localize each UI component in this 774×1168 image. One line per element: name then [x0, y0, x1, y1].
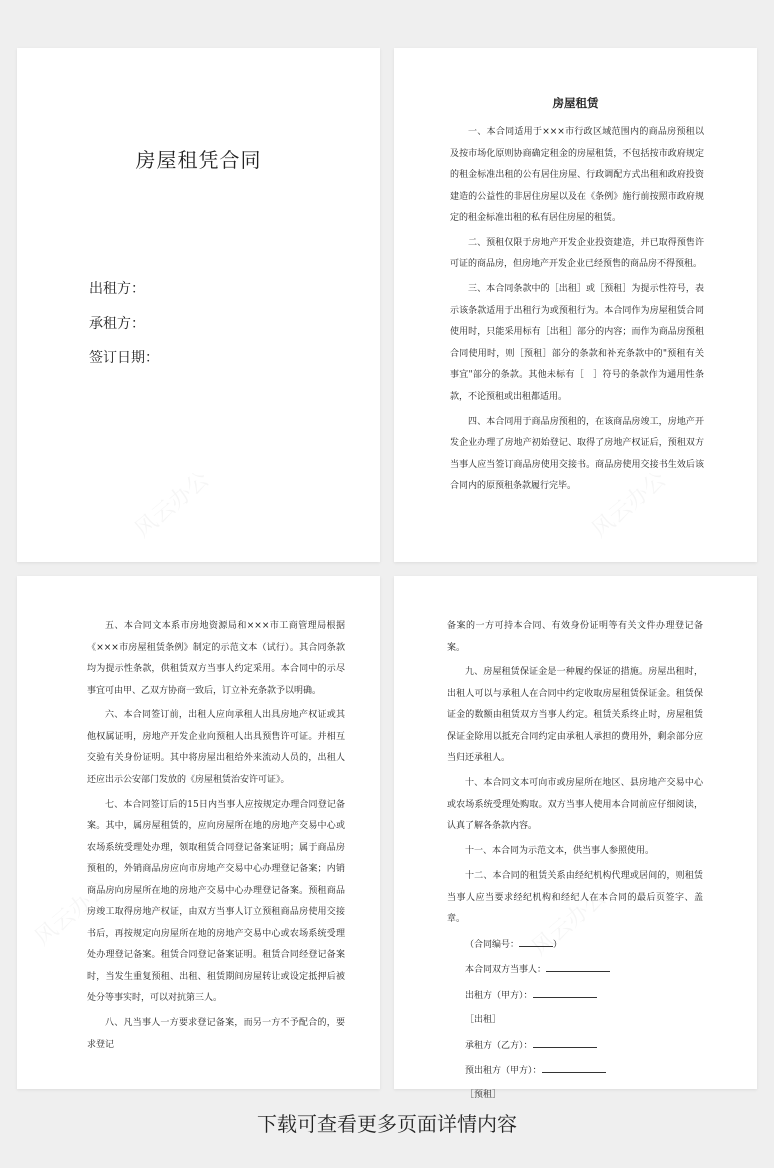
paragraph: 一、本合同适用于×××市行政区域范围内的商品房预租以及按市场化原则协商确定租金的房屋租赁，不包括按市政府规定的租金标准出租的公有居住房屋、行政调配方式出租和政府投资建造的公益性的非居住房屋以及在《条例》施行前按照市政府规定的租金标准出租的私有居住房屋的租赁。 — [450, 127, 704, 223]
lessor-a-blank — [533, 985, 597, 998]
paragraph: 三、本合同条款中的［出租］或［预租］为提示性符号，表示该条款适用于出租行为或预租行为。本合同作为房屋租赁合同使用时，只能采用标有［出租］部分的内容；而作为商品房预租合同使用时，则［预租］部分的条款和补充条款中的"预租有关事宜"部分的条款。其他未标有［ ］符号的条款作为通用性条款，不论预租或出租都适用。 — [450, 284, 704, 402]
lessee-b-line — [447, 1035, 703, 1058]
parties-label: 本合同双方当事人： — [465, 965, 547, 976]
paragraph: 七、本合同签订后的15日内当事人应按规定办理合同登记备案。其中，属房屋租赁的，应向房屋所在地的房地产交易中心或农场系统受理处办理，领取租赁合同登记备案证明；属于商品房预租的，外销商品房应向市房地产交易中心办理登记备案；内销商品房向房屋所在地的房地产交易中心办理登记备案。预租商品房竣工取得房地产权证，由双方当事人订立预租商品房使用交接书后，再按规定向房屋所在地的房地产交易中心或农场系统受理处办理登记备案。租赁合同登记备案证明。租赁合同经登记备案时，当发生重复预租、出租、租赁期间房屋转让或设定抵押后被处分等事实时，可以对抗第三人。 — [87, 799, 345, 1004]
paragraph: 八、凡当事人一方要求登记备案，而另一方不予配合的，要求登记 — [87, 1018, 345, 1050]
contract-number-label: （合同编号： — [465, 939, 520, 950]
prelessor-a-line — [447, 1060, 703, 1083]
page-4-body — [447, 616, 703, 1110]
page-2-body — [450, 122, 704, 501]
download-more-footer: 下载可查看更多页面详情内容 — [257, 1112, 517, 1136]
lessee-b-blank — [533, 1035, 597, 1048]
cover-title: 房屋租凭合同 — [135, 148, 262, 172]
section-title: 房屋租赁 — [552, 96, 599, 110]
document-page-3 — [17, 576, 380, 1089]
paragraph: 六、本合同签订前，出租人应向承租人出具房地产权证或其他权属证明，房地产开发企业向预租人出具预售许可证。并相互交验有关身份证明。其中将房屋出租给外来流动人员的，出租人还应出示公安部门发放的《房屋租赁治安许可证》。 — [87, 710, 345, 785]
tag-lease: ［出租］ — [465, 1015, 502, 1026]
sign-date-label: 签订日期： — [89, 350, 159, 366]
lessee-b-label: 承租方（乙方）： — [465, 1040, 533, 1051]
document-page-4 — [394, 576, 757, 1101]
parties-line — [447, 959, 703, 982]
contract-number-line — [447, 934, 703, 957]
page-3-body — [87, 616, 345, 1060]
lessor-a-label: 出租方（甲方）： — [465, 990, 533, 1001]
lessor-a-line — [447, 985, 703, 1008]
parties-blank — [546, 959, 610, 972]
continuation-paragraph: 备案的一方可持本合同、有效身份证明等有关文件办理登记备案。 — [447, 621, 703, 653]
paragraph: 二、预租仅限于房地产开发企业投资建造，并已取得预售许可证的商品房，但房地产开发企业已经预售的商品房不得预租。 — [450, 237, 704, 270]
paragraph: 十、本合同文本可向市或房屋所在地区、县房地产交易中心或农场系统受理处购取。双方当事人使用本合同前应仔细阅读，认真了解各条款内容。 — [447, 778, 703, 832]
prelessor-a-blank — [542, 1060, 606, 1073]
prelessor-a-label: 预出租方（甲方）： — [465, 1065, 542, 1076]
paragraph: 十二、本合同的租赁关系由经纪机构代理或居间的，则租赁当事人应当要求经纪机构和经纪人在本合同的最后页签字、盖章。 — [447, 871, 703, 925]
paragraph: 四、本合同用于商品房预租的，在该商品房竣工，房地产开发企业办理了房地产初始登记、取得了房地产权证后，预租双方当事人应当签订商品房使用交接书。商品房使用交接书生效后该合同内的原预租条款履行完毕。 — [450, 416, 704, 492]
contract-number-close: ） — [553, 939, 563, 950]
tag-prelease: ［预租］ — [465, 1090, 502, 1101]
paragraph: 九、房屋租赁保证金是一种履约保证的措施。房屋出租时，出租人可以与承租人在合同中约定收取房屋租赁保证金。租赁保证金的数额由租赁双方当事人约定。租赁关系终止时，房屋租赁保证金除用以抵充合同约定由承租人承担的费用外，剩余部分应当归还承租人。 — [447, 667, 703, 764]
watermark — [127, 463, 214, 543]
cover-page — [17, 48, 380, 562]
paragraph: 五、本合同文本系市房地资源局和×××市工商管理局根据《×××市房屋租赁条例》制定的示范文本（试行）。其合同条款均为提示性条款，供租赁双方当事人约定采用。本合同中的示尽事宜可由甲、乙双方协商一致后，订立补充条款予以明确。 — [87, 621, 345, 696]
lessor-label: 出租方： — [89, 281, 145, 297]
paragraph: 十一、本合同为示范文本，供当事人参照使用。 — [465, 846, 655, 857]
lessee-label: 承租方： — [89, 316, 145, 332]
document-page-2 — [394, 48, 757, 562]
